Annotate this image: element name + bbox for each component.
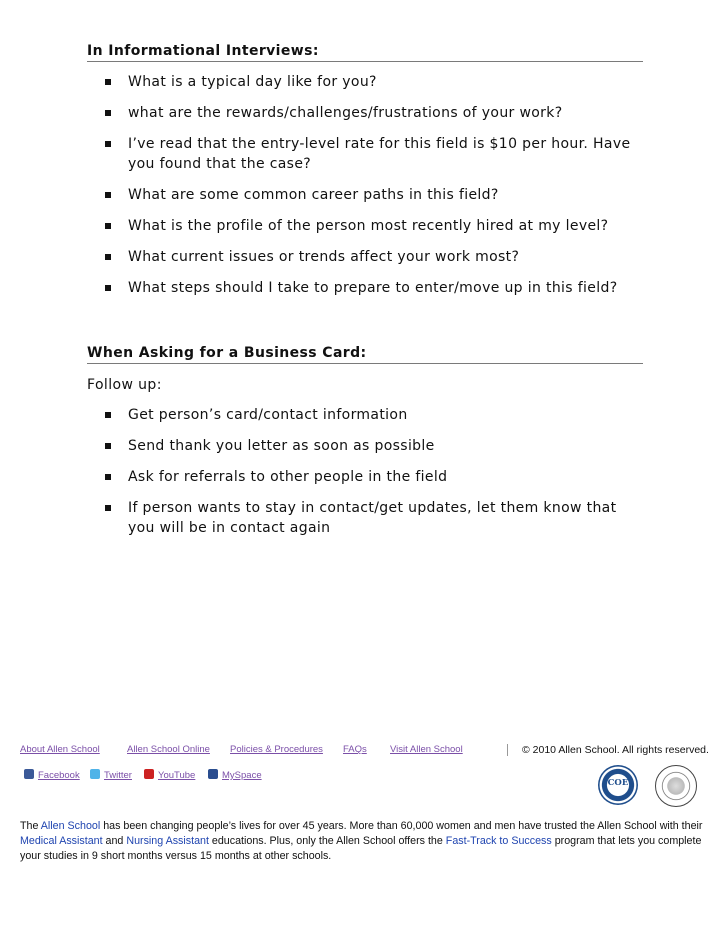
bullet-square-icon (105, 192, 111, 198)
allen-school-link[interactable]: Allen School (40, 820, 101, 832)
twitter-icon (90, 769, 100, 779)
follow-up-list (97, 405, 637, 549)
bullet-square-icon (105, 412, 111, 418)
list-item: What current issues or trends affect your work most? (97, 247, 637, 267)
twitter-link[interactable]: Twitter (104, 770, 132, 781)
myspace-link[interactable]: MySpace (222, 770, 262, 781)
list-item: If person wants to stay in contact/get updates, let them know that you will be in contact again (97, 498, 637, 538)
business-card-heading: When Asking for a Business Card: (87, 345, 643, 364)
divider (507, 744, 508, 756)
list-item: What is the profile of the person most recently hired at my level? (97, 216, 637, 236)
list-item: what are the rewards/challenges/frustrations of your work? (97, 103, 637, 123)
about-allen-school-link[interactable]: About Allen School (20, 744, 100, 755)
bullet-square-icon (105, 223, 111, 229)
myspace-item[interactable] (208, 769, 262, 781)
coe-seal-icon: COE (598, 765, 638, 805)
bullet-square-icon (105, 474, 111, 480)
faqs-link[interactable]: FAQs (343, 744, 367, 755)
list-item: What is a typical day like for you? (97, 72, 637, 92)
bullet-square-icon (105, 443, 111, 449)
facebook-item[interactable] (24, 769, 80, 781)
list-item: Send thank you letter as soon as possible (97, 436, 637, 456)
state-seal-icon (655, 765, 697, 807)
list-item: Get person’s card/contact information (97, 405, 637, 425)
bullet-square-icon (105, 79, 111, 85)
facebook-link[interactable]: Facebook (38, 770, 80, 781)
interview-questions-list (97, 72, 637, 309)
follow-up-label: Follow up: (87, 377, 162, 393)
footer-links (20, 744, 710, 760)
copyright-text: © 2010 Allen School. All rights reserved. (522, 744, 709, 756)
youtube-item[interactable] (144, 769, 195, 781)
facebook-icon (24, 769, 34, 779)
about-paragraph: The Allen School has been changing people’s lives for over 45 years. More than 60,000 women and men have trusted the Allen School with their Medical Assistant and Nursing Assistant educations. Plus, only the Allen School offers the Fast-Track to Success program that lets you complete your studies in 9 short months versus 15 months at other schools. (20, 820, 703, 862)
bullet-square-icon (105, 254, 111, 260)
youtube-link[interactable]: YouTube (158, 770, 196, 781)
myspace-icon (208, 769, 218, 779)
list-item: What are some common career paths in this field? (97, 185, 637, 205)
allen-school-online-link[interactable]: Allen School Online (127, 744, 210, 755)
list-item: What steps should I take to prepare to enter/move up in this field? (97, 278, 637, 298)
bullet-square-icon (105, 141, 111, 147)
medical-assistant-link[interactable]: Medical Assistant (20, 835, 103, 847)
youtube-icon (144, 769, 154, 779)
fast-track-link[interactable]: Fast-Track to Success (445, 835, 552, 847)
bullet-square-icon (105, 505, 111, 511)
interviews-heading: In Informational Interviews: (87, 43, 643, 62)
bullet-square-icon (105, 285, 111, 291)
bullet-square-icon (105, 110, 111, 116)
visit-allen-school-link[interactable]: Visit Allen School (390, 744, 463, 755)
twitter-item[interactable] (90, 769, 132, 781)
policies-procedures-link[interactable]: Policies & Procedures (230, 744, 323, 755)
list-item: I’ve read that the entry-level rate for this field is $10 per hour. Have you found that the case? (97, 134, 637, 174)
list-item: Ask for referrals to other people in the field (97, 467, 637, 487)
nursing-assistant-link[interactable]: Nursing Assistant (126, 835, 209, 847)
